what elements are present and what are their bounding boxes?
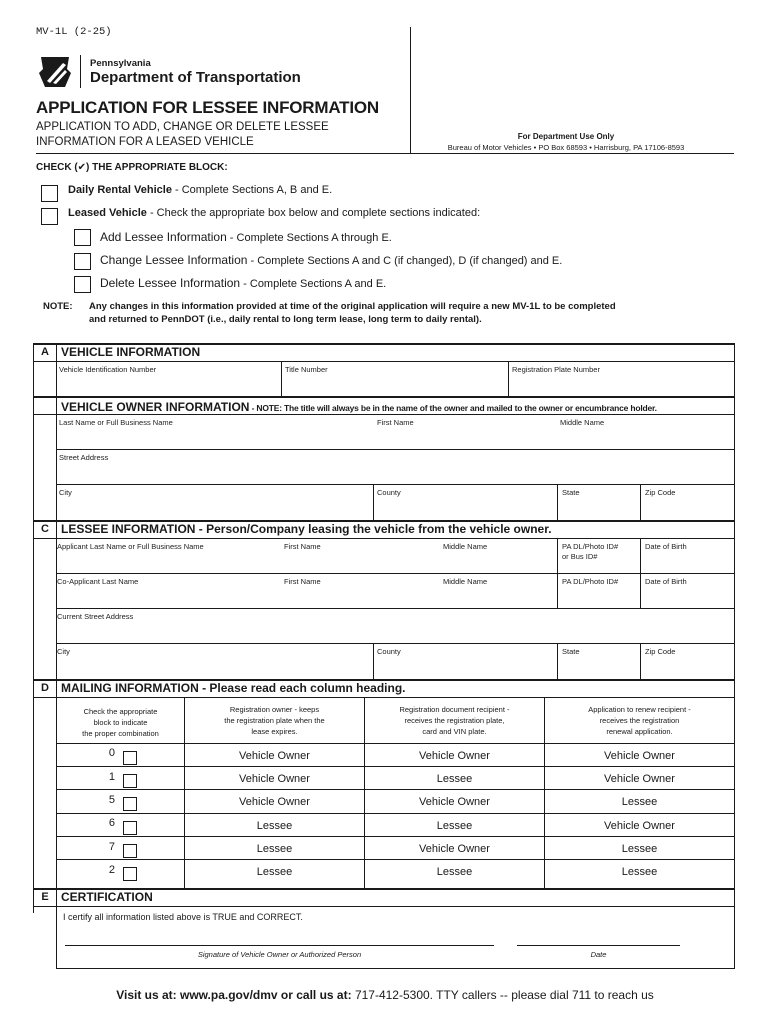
subtitle-line-1: APPLICATION TO ADD, CHANGE OR DELETE LESSEE <box>36 121 329 133</box>
lessee-state-label: State <box>562 647 580 656</box>
section-b-heading: VEHICLE OWNER INFORMATION - NOTE: The title will always be in the name of the owner and mailed to the owner or encumbrance holder. <box>61 400 657 414</box>
owner-last-name-label: Last Name or Full Business Name <box>59 418 173 427</box>
change-lessee-label: Change Lessee Information - Complete Sections A and C (if changed), D (if changed) and E. <box>100 253 563 267</box>
applicant-middle-name-label: Middle Name <box>443 542 488 551</box>
combo-cell: Vehicle Owner <box>239 773 310 785</box>
daily-rental-checkbox[interactable] <box>41 185 58 202</box>
combo-cell: Lessee <box>256 866 293 878</box>
combo-7-checkbox[interactable] <box>123 844 137 858</box>
lessee-county-label: County <box>377 647 401 656</box>
dept-use-address: Bureau of Motor Vehicles • PO Box 68593 • Harrisburg, PA 17106-8593 <box>447 143 685 152</box>
footer-contact: Visit us at: www.pa.gov/dmv or call us at: 717-412-5300. TTY callers -- please dial 711 to reach us <box>116 988 654 1002</box>
col-head-registration-owner: Registration owner - keeps the registration plate when the lease expires. <box>224 705 325 736</box>
combo-cell: Vehicle Owner <box>604 750 675 762</box>
combo-5-checkbox[interactable] <box>123 797 137 811</box>
page-title: APPLICATION FOR LESSEE INFORMATION <box>36 98 379 117</box>
combo-1-checkbox[interactable] <box>123 774 137 788</box>
note-label: NOTE: <box>43 301 73 312</box>
delete-lessee-label: Delete Lessee Information - Complete Sections A and E. <box>100 276 387 290</box>
owner-first-name-label: First Name <box>377 418 414 427</box>
owner-zip-label: Zip Code <box>645 488 676 497</box>
combo-cell: Vehicle Owner <box>419 843 490 855</box>
note-line-2: and returned to PennDOT (i.e., daily rental to long term lease, long term to daily rental). <box>89 314 482 325</box>
combo-cell: Vehicle Owner <box>419 750 490 762</box>
section-d-letter: D <box>41 682 49 694</box>
co-applicant-dl-label: PA DL/Photo ID# <box>562 577 619 586</box>
combo-2-checkbox[interactable] <box>123 867 137 881</box>
applicant-dob-label: Date of Birth <box>645 542 687 551</box>
section-d-title: MAILING INFORMATION - Please read each column heading. <box>61 681 406 695</box>
combo-cell: Lessee <box>256 843 293 855</box>
combo-cell: Vehicle Owner <box>239 796 310 808</box>
agency-state: Pennsylvania <box>90 58 151 69</box>
lessee-zip-label: Zip Code <box>645 647 676 656</box>
check-instruction: CHECK (✔) THE APPROPRIATE BLOCK: <box>36 162 228 173</box>
leased-vehicle-label: Leased Vehicle - Check the appropriate box below and complete sections indicated: <box>68 207 481 219</box>
combo-code: 0 <box>108 747 115 759</box>
combo-cell: Lessee <box>621 796 658 808</box>
title-number-field[interactable] <box>284 374 506 394</box>
add-lessee-checkbox[interactable] <box>74 229 91 246</box>
combo-code: 5 <box>108 794 115 806</box>
applicant-first-name-label: First Name <box>284 542 321 551</box>
dept-use-heading: For Department Use Only <box>517 132 615 141</box>
applicant-last-name-label: Applicant Last Name or Full Business Name <box>57 542 204 551</box>
form-number: MV-1L (2-25) <box>36 26 112 38</box>
col-head-combination: Check the appropriate block to indicate the proper combination <box>82 707 159 738</box>
combo-cell: Vehicle Owner <box>604 773 675 785</box>
owner-city-label: City <box>59 488 72 497</box>
section-a-title: VEHICLE INFORMATION <box>61 345 201 359</box>
vin-label: Vehicle Identification Number <box>59 365 157 374</box>
col-head-document-recipient: Registration document recipient - receives the registration plate, card and VIN plate. <box>399 705 510 736</box>
section-c-letter: C <box>41 523 49 535</box>
leased-vehicle-checkbox[interactable] <box>41 208 58 225</box>
section-c-title: LESSEE INFORMATION - Person/Company leasing the vehicle from the vehicle owner. <box>61 522 552 536</box>
combo-cell: Vehicle Owner <box>419 796 490 808</box>
combo-cell: Lessee <box>256 820 293 832</box>
plate-number-field[interactable] <box>511 374 732 394</box>
combo-code: 7 <box>108 841 115 853</box>
combo-cell: Lessee <box>436 866 473 878</box>
section-b-letter: B <box>41 399 49 411</box>
owner-street-label: Street Address <box>59 453 109 462</box>
date-label: Date <box>590 950 607 959</box>
lessee-city-label: City <box>57 647 70 656</box>
co-applicant-dob-label: Date of Birth <box>645 577 687 586</box>
combo-cell: Lessee <box>621 843 658 855</box>
applicant-bus-id-label: or Bus ID# <box>562 552 598 561</box>
plate-number-label: Registration Plate Number <box>512 365 600 374</box>
note-line-1: Any changes in this information provided at time of the original application will require a new MV-1L to be completed <box>89 301 616 312</box>
co-applicant-last-name-label: Co-Applicant Last Name <box>57 577 139 586</box>
date-field[interactable] <box>517 925 680 945</box>
certification-statement: I certify all information listed above is TRUE and CORRECT. <box>63 912 303 922</box>
title-number-label: Title Number <box>285 365 328 374</box>
vin-field[interactable] <box>59 374 279 394</box>
combo-code: 1 <box>108 771 115 783</box>
combo-0-checkbox[interactable] <box>123 751 137 765</box>
combo-6-checkbox[interactable] <box>123 821 137 835</box>
combo-cell: Vehicle Owner <box>239 750 310 762</box>
owner-county-label: County <box>377 488 401 497</box>
owner-middle-name-label: Middle Name <box>560 418 605 427</box>
combo-cell: Lessee <box>436 773 473 785</box>
change-lessee-checkbox[interactable] <box>74 253 91 270</box>
combo-code: 6 <box>108 817 115 829</box>
signature-field[interactable] <box>65 925 494 945</box>
applicant-dl-label: PA DL/Photo ID# <box>562 542 619 551</box>
combo-code: 2 <box>108 864 115 876</box>
combo-cell: Lessee <box>621 866 658 878</box>
co-applicant-first-name-label: First Name <box>284 577 321 586</box>
daily-rental-label: Daily Rental Vehicle - Complete Sections A, B and E. <box>68 184 333 196</box>
agency-name: Department of Transportation <box>90 69 301 86</box>
col-head-renewal-recipient: Application to renew recipient - receives the registration renewal application. <box>588 705 691 736</box>
owner-state-label: State <box>562 488 580 497</box>
lessee-street-label: Current Street Address <box>57 612 134 621</box>
subtitle-line-2: INFORMATION FOR A LEASED VEHICLE <box>36 136 254 148</box>
delete-lessee-checkbox[interactable] <box>74 276 91 293</box>
co-applicant-middle-name-label: Middle Name <box>443 577 488 586</box>
section-a-letter: A <box>41 346 49 358</box>
penndot-keystone-logo <box>37 55 73 89</box>
add-lessee-label: Add Lessee Information - Complete Sections A through E. <box>100 230 392 244</box>
combo-cell: Vehicle Owner <box>604 820 675 832</box>
section-e-title: CERTIFICATION <box>61 890 153 904</box>
combo-cell: Lessee <box>436 820 473 832</box>
section-e-letter: E <box>41 891 49 903</box>
signature-label: Signature of Vehicle Owner or Authorized Person <box>197 950 362 959</box>
